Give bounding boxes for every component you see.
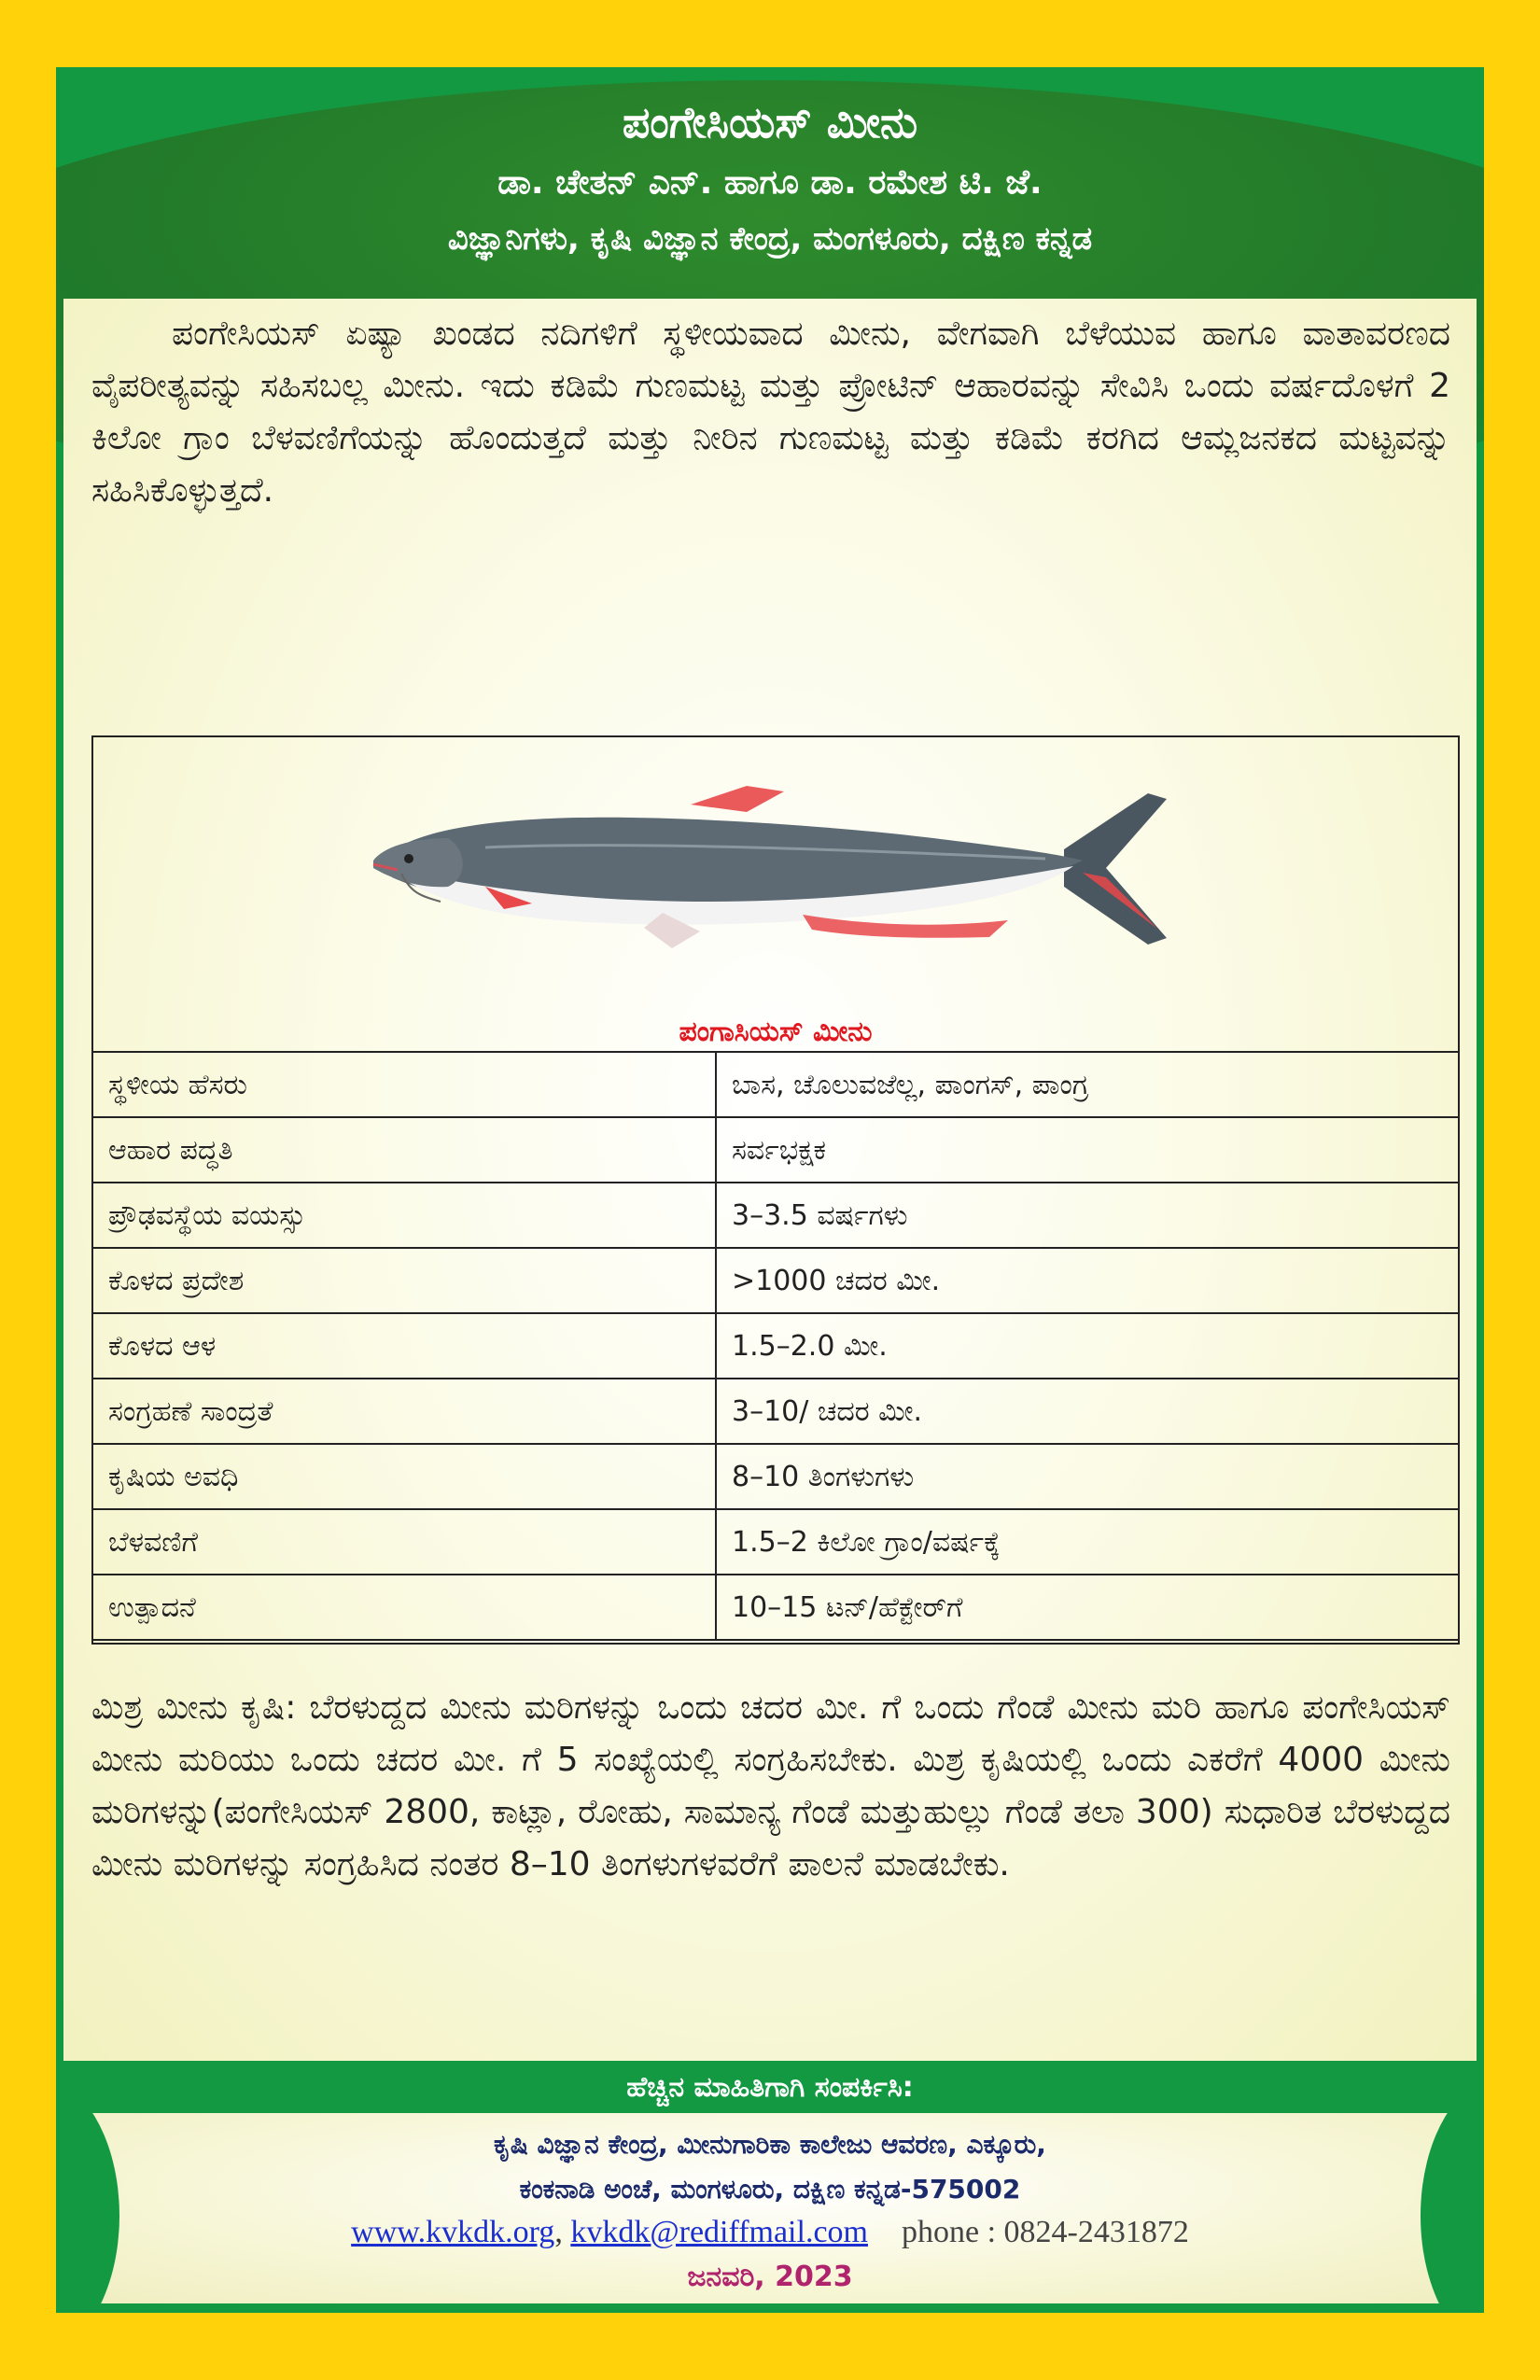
table-key: ಆಹಾರ ಪದ್ಧತಿ (92, 1117, 716, 1183)
address-line-1: ಕೃಷಿ ವಿಜ್ಞಾನ ಕೇಂದ್ರ, ಮೀನುಗಾರಿಕಾ ಕಾಲೇಜು ಆವರಣ, ಎಕ್ಕೂರು, (494, 2129, 1046, 2160)
phone-number: phone : 0824-2431872 (901, 2215, 1189, 2249)
table-key: ಕೊಳದ ಆಳ (92, 1313, 716, 1379)
table-row (92, 1379, 1459, 1444)
authors: ಡಾ. ಚೇತನ್ ಎನ್. ಹಾಗೂ ಡಾ. ರಮೇಶ ಟಿ. ಜೆ. (497, 163, 1043, 202)
table-value: 10–15 ಟನ್/ಹೆಕ್ಟೇರ್‌ಗೆ (716, 1575, 1459, 1640)
address-line-2: ಕಂಕನಾಡಿ ಅಂಚೆ, ಮಂಗಳೂರು, ದಕ್ಷಿಣ ಕನ್ನಡ-575002 (519, 2174, 1021, 2205)
page-title: ಪಂಗೇಸಿಯಸ್ ಮೀನು (622, 97, 918, 147)
email-link[interactable]: kvkdk@rediffmail.com (570, 2215, 868, 2249)
header-band (56, 67, 1484, 301)
table-row (92, 1313, 1459, 1379)
table-value: 1.5–2 ಕಿಲೋ ಗ್ರಾಂ/ವರ್ಷಕ್ಕೆ (716, 1509, 1459, 1575)
contact-links: www.kvkdk.org, kvkdk@rediffmail.com phone : 0824-2431872 (351, 2215, 1189, 2249)
table-key: ಸ್ಥಳೀಯ ಹೆಸರು (92, 1052, 716, 1117)
table-value: ಸರ್ವಭಕ್ಷಕ (716, 1117, 1459, 1183)
footer (63, 2113, 1477, 2303)
table-value: 3–3.5 ವರ್ಷಗಳು (716, 1183, 1459, 1248)
table-value: >1000 ಚದರ ಮೀ. (716, 1248, 1459, 1313)
table-value: 1.5–2.0 ಮೀ. (716, 1313, 1459, 1379)
table-row (92, 1444, 1459, 1509)
table-value: 3–10/ ಚದರ ಮೀ. (716, 1379, 1459, 1444)
fact-table (91, 1051, 1460, 1641)
figure-caption: ಪಂಗಾಸಿಯಸ್ ಮೀನು (679, 1015, 873, 1048)
website-link[interactable]: www.kvkdk.org (351, 2215, 555, 2249)
table-key: ಸಂಗ್ರಹಣೆ ಸಾಂದ್ರತೆ (92, 1379, 716, 1444)
poster-frame (56, 67, 1484, 2313)
fish-icon (93, 737, 1458, 1017)
contact-heading: ಹೆಚ್ಚಿನ ಮಾಹಿತಿಗಾಗಿ ಸಂಪರ್ಕಿಸಿ: (56, 2061, 1484, 2115)
header-text (56, 67, 1484, 265)
table-value: ಬಾಸ, ಚೊಲುವಜೆಲ್ಲ, ಪಾಂಗಸ್, ಪಾಂಗ್ರ (716, 1052, 1459, 1117)
table-key: ಬೆಳವಣಿಗೆ (92, 1509, 716, 1575)
table-key: ಕೃಷಿಯ ಅವಧಿ (92, 1444, 716, 1509)
table-key: ಕೊಳದ ಪ್ರದೇಶ (92, 1248, 716, 1313)
fact-table-box (91, 735, 1460, 1645)
table-key: ಉತ್ಪಾದನೆ (92, 1575, 716, 1640)
table-row (92, 1052, 1459, 1117)
fish-figure (93, 737, 1458, 1051)
publication-date: ಜನವರಿ, 2023 (687, 2261, 853, 2293)
table-row (92, 1117, 1459, 1183)
table-row (92, 1575, 1459, 1640)
table-row (92, 1248, 1459, 1313)
table-row (92, 1183, 1459, 1248)
mixed-culture-paragraph: ಮಿಶ್ರ ಮೀನು ಕೃಷಿ: ಬೆರಳುದ್ದದ ಮೀನು ಮರಿಗಳನ್ನು ಒಂದು ಚದರ ಮೀ. ಗೆ ಒಂದು ಗೆಂಡೆ ಮೀನು ಮರಿ ಹಾಗೂ ಪಂಗೇಸಿಯಸ್ ಮೀನು ಮರಿಯು ಒಂದು ಚದರ ಮೀ. ಗೆ 5 ಸಂಖ್ಯೆಯಲ್ಲಿ ಸಂಗ್ರಹಿಸಬೇಕು. ಮಿಶ್ರ ಕೃಷಿಯಲ್ಲಿ ಒಂದು ಎಕರೆಗೆ 4000 ಮೀನು ಮರಿಗಳನ್ನು(ಪಂಗೇಸಿಯಸ್ 2800, ಕಾಟ್ಲಾ, ರೋಹು, ಸಾಮಾನ್ಯ ಗೆಂಡೆ ಮತ್ತುಹುಲ್ಲು ಗೆಂಡೆ ತಲಾ 300) ಸುಧಾರಿತ ಬೆರಳುದ್ದದ ಮೀನು ಮರಿಗಳನ್ನು ಸಂಗ್ರಹಿಸಿದ ನಂತರ 8–10 ತಿಂಗಳುಗಳವರೆಗೆ ಪಾಲನೆ ಮಾಡಬೇಕು. (91, 1688, 1450, 1883)
table-value: 8–10 ತಿಂಗಳುಗಳು (716, 1444, 1459, 1509)
table-row (92, 1509, 1459, 1575)
table-key: ಪ್ರೌಢವಸ್ಥೆಯ ವಯಸ್ಸು (92, 1183, 716, 1248)
affiliation: ವಿಜ್ಞಾನಿಗಳು, ಕೃಷಿ ವಿಜ್ಞಾನ ಕೇಂದ್ರ, ಮಂಗಳೂರು, ದಕ್ಷಿಣ ಕನ್ನಡ (447, 220, 1093, 258)
content-panel (63, 299, 1477, 2061)
intro-paragraph: ಪಂಗೇಸಿಯಸ್ ಏಷ್ಯಾ ಖಂಡದ ನದಿಗಳಿಗೆ ಸ್ಥಳೀಯವಾದ ಮೀನು, ವೇಗವಾಗಿ ಬೆಳೆಯುವ ಹಾಗೂ ವಾತಾವರಣದ ವೈಪರೀತ್ಯವನ್ನು ಸಹಿಸಬಲ್ಲ ಮೀನು. ಇದು ಕಡಿಮೆ ಗುಣಮಟ್ಟ ಮತ್ತು ಪ್ರೋಟಿನ್ ಆಹಾರವನ್ನು ಸೇವಿಸಿ ಒಂದು ವರ್ಷದೊಳಗೆ 2 ಕಿಲೋ ಗ್ರಾಂ ಬೆಳವಣಿಗೆಯನ್ನು ಹೊಂದುತ್ತದೆ ಮತ್ತು ನೀರಿನ ಗುಣಮಟ್ಟ ಮತ್ತು ಕಡಿಮೆ ಕರಗಿದ ಆಮ್ಲಜನಕದ ಮಟ್ಟವನ್ನು ಸಹಿಸಿಕೊಳ್ಳುತ್ತದೆ. (91, 315, 1450, 510)
